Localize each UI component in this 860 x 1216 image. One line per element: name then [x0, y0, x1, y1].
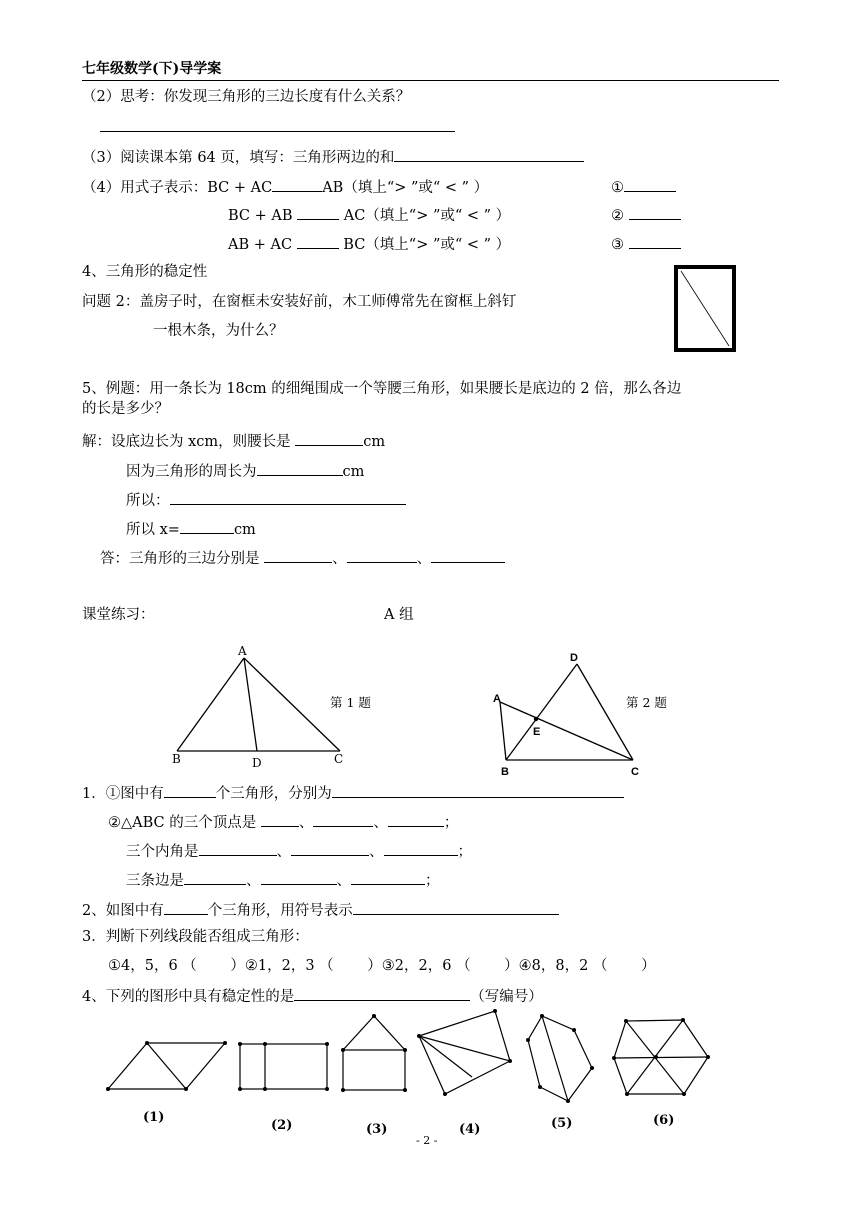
solution-line-3: [126, 490, 406, 510]
e1b-prefix: ②△ABC 的三个顶点是: [108, 815, 257, 831]
shape-label-5: (5): [551, 1116, 573, 1131]
e1b-blank-1: [261, 812, 299, 827]
shape-4-fan: [419, 1011, 510, 1094]
practice-group: A 组: [384, 607, 414, 623]
shape-label-3: (3): [366, 1122, 388, 1137]
e2-mid: 个三角形，用符号表示: [207, 903, 353, 919]
e1b-sep-1: 、: [298, 815, 314, 831]
e2-blank-symbols: [353, 900, 559, 915]
fig1-label-d: D: [252, 756, 262, 770]
question-3-text: （3）阅读课本第 64 页，填写：三角形两边的和: [82, 150, 395, 166]
figure-1-triangle: [177, 658, 340, 751]
fig1-caption: 第 1 题: [330, 695, 371, 710]
circled-1: ①: [611, 180, 624, 196]
e1d-prefix: 三条边是: [126, 873, 184, 889]
ans-sep-1: 、: [332, 551, 347, 567]
window-frame-figure: [676, 267, 734, 350]
sol1-suffix: cm: [363, 434, 386, 450]
ans-blank-1: [264, 548, 332, 563]
shape-1-parallelogram: [108, 1043, 225, 1089]
solution-line-2: [126, 461, 364, 481]
fig2-caption: 第 2 题: [626, 695, 667, 710]
window-diagonal-brace: [681, 271, 729, 346]
stability-problem-line-1: 问题 2：盖房子时，在窗框未安装好前，木工师傅常先在窗框上斜钉: [82, 294, 517, 310]
e1a-prefix: 1．①图中有: [82, 786, 164, 802]
sol4-blank: [180, 519, 234, 534]
exercise-2: [82, 900, 559, 920]
e1d-blank-1: [184, 870, 246, 885]
exercise-3-title: 3．判断下列线段能否组成三角形：: [82, 929, 309, 945]
shape-label-2: (2): [271, 1118, 293, 1133]
page-number: - 2 -: [416, 1134, 438, 1147]
exercise-1c: [126, 841, 472, 861]
sol4-prefix: 所以 x=: [126, 522, 180, 538]
e1d-blank-3: [351, 870, 425, 885]
solution-line-4: [126, 519, 256, 539]
sol1-prefix: 解：设底边长为 xcm，则腰长是: [82, 434, 291, 450]
e1c-sep-1: 、: [276, 844, 291, 860]
sol2-blank: [257, 461, 343, 476]
e2-blank-count: [164, 900, 208, 915]
e1d-end: ；: [425, 873, 440, 889]
e1b-end: ；: [443, 815, 459, 831]
circled-2: ②: [611, 208, 624, 224]
sol2-suffix: cm: [342, 464, 365, 480]
page-header-title: 七年级数学(下)导学案: [82, 61, 222, 77]
e4-suffix: （写编号）: [470, 989, 543, 1005]
e1c-end: ；: [457, 844, 472, 860]
fig1-label-a: A: [238, 644, 247, 658]
sol3-prefix: 所以：: [126, 493, 170, 509]
sol3-blank: [170, 490, 406, 505]
answer-line: [100, 548, 505, 568]
q4-line2-mid: AC（填上“> ”或“ < ” ）: [343, 208, 511, 224]
e1a-blank-count: [164, 783, 216, 798]
e1d-sep-2: 、: [336, 873, 351, 889]
ans-blank-3: [431, 548, 505, 563]
exercise-3-items: ①4，5，6 （ ）②1，2，3 （ ）③2，2，6 （ ）④8，8，2 （ ）: [108, 958, 656, 974]
stability-problem-line-2: 一根木条，为什么？: [153, 323, 284, 339]
shape-label-4: (4): [459, 1122, 481, 1137]
ans-sep-2: 、: [416, 551, 432, 567]
shape-3-house: [343, 1016, 405, 1090]
sol2-prefix: 因为三角形的周长为: [126, 464, 257, 480]
e4-blank: [294, 986, 470, 1001]
q4-line2-prefix: BC + AB: [228, 208, 293, 224]
shape-2-rectangle: [240, 1044, 327, 1089]
exercise-1b: [108, 812, 458, 832]
e2-prefix: 2、如图中有: [82, 903, 164, 919]
solution-line-1: [82, 431, 385, 451]
fig2-label-c: C: [631, 766, 639, 778]
e4-prefix: 4、下列的图形中具有稳定性的是: [82, 989, 295, 1005]
example-line-2: 的长是多少？: [82, 401, 169, 417]
exercise-1d: [126, 870, 440, 890]
fig2-label-b: B: [501, 766, 509, 778]
example-line-1: 5、例题：用一条长为 18cm 的细绳围成一个等腰三角形，如果腰长是底边的 2 倍，那么各边: [82, 381, 682, 397]
ans-prefix: 答：三角形的三边分别是: [100, 551, 260, 567]
q4-line1-mid: AB（填上“> ”或“ < ” ）: [322, 180, 489, 196]
shape-5-hexagon: [528, 1016, 592, 1101]
q4-line1-prefix: （4）用式子表示：BC + AC: [82, 180, 273, 196]
q4-line3-mid: BC（填上“> ”或“ < ” ）: [343, 237, 511, 253]
e1d-sep-1: 、: [246, 873, 261, 889]
question-2: （2）思考：你发现三角形的三边长度有什么关系？: [82, 89, 411, 105]
fig2-point-e: [534, 717, 538, 721]
sol4-suffix: cm: [233, 522, 256, 538]
e1b-blank-3: [388, 812, 444, 827]
shape-6-hexagon-star: [614, 1020, 708, 1094]
fig2-label-a: A: [493, 693, 501, 705]
e1a-mid: 个三角形，分别为: [215, 786, 332, 802]
e1b-blank-2: [313, 812, 373, 827]
practice-heading: 课堂练习：: [82, 607, 155, 623]
exercise-1a: [82, 783, 624, 803]
e1d-blank-2: [261, 870, 337, 885]
e1a-blank-list: [332, 783, 624, 798]
shape-label-1: (1): [143, 1110, 165, 1125]
ans-blank-2: [347, 548, 417, 563]
fig2-label-e: E: [533, 726, 541, 738]
e1c-sep-2: 、: [369, 844, 384, 860]
fig1-label-b: B: [172, 752, 181, 766]
figure-2-triangles: [500, 664, 633, 760]
sol1-blank: [295, 431, 363, 446]
fig1-label-c: C: [334, 752, 344, 766]
circled-3: ③: [611, 237, 624, 253]
fig2-label-d: D: [570, 652, 578, 664]
exercise-4: [82, 986, 543, 1006]
stability-heading: 4、三角形的稳定性: [82, 264, 208, 280]
e1c-blank-3: [384, 841, 458, 856]
q4-line3-prefix: AB + AC: [228, 237, 293, 253]
e1c-prefix: 三个内角是: [126, 844, 199, 860]
e1b-sep-2: 、: [373, 815, 388, 831]
e1c-blank-2: [291, 841, 369, 856]
shape-label-6: (6): [653, 1113, 675, 1128]
e1c-blank-1: [199, 841, 277, 856]
